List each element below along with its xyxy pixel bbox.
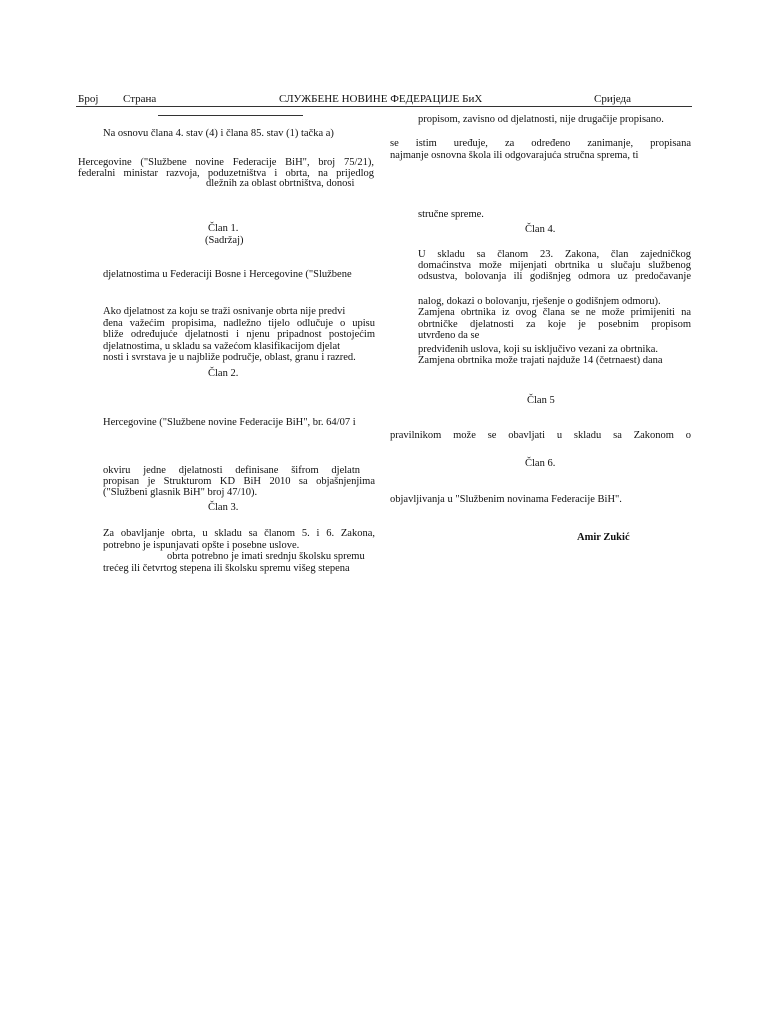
paragraph-line-4: djelatnostima, u skladu sa važećom klasifikacijom djelat [103,341,341,352]
header-broj: Број [78,93,99,105]
right-line-2: se istim uređuje, za određeno zanimanje, propisana [390,138,691,149]
article-4-line-1: U skladu sa članom 23. Zakona, član zajedničkog [418,249,691,260]
article-6-line: objavljivanja u "Službenim novinama Federacije BiH". [390,494,622,505]
article-4-line-5: Zamjena obrtnika iz ovog člana se ne može primijeniti na [418,307,691,318]
header-rule [76,106,692,107]
paragraph-line-3: bliže određujuće djelatnosti i njenu pripadnost postojećim [103,329,375,340]
right-line-4: stručne spreme. [418,209,484,220]
right-line-1: propisom, zavisno od djelatnosti, nije drugačije propisano. [418,114,664,125]
intro-line-3: federalni ministar razvoja, poduzetništva i obrta, na prijedlog [78,168,374,179]
paragraph-line-5: nosti i svrstava je u najbliže područje, oblast, granu i razred. [103,352,356,363]
article-4-heading: Član 4. [525,224,556,235]
article-2-para-line-3: ("Službeni glasnik BiH" broj 47/10). [103,487,258,498]
article-4-line-7: utvrđeno da se [418,330,480,341]
paragraph-line-1: Ako djelatnost za koju se traži osnivanje obrta nije predvi [103,306,346,317]
intro-line-4: dlеžnih za oblast obrtništva, donosi [206,178,355,189]
article-4-line-3: odsustva, bolovanja ili godišnjeg odmora uz predočavanje [418,271,691,282]
article-4-line-8: predviđenih uslova, koji su isključivo vezani za obrtnika. [418,344,658,355]
article-6-heading: Član 6. [525,458,556,469]
column-rule [158,115,303,116]
article-1-line: djelatnostima u Federaciji Bosne i Hercegovine ("Službene [103,269,352,280]
signature: Amir Zukić [577,532,630,543]
article-4-line-6: obrtničke djelatnosti za koje je posebnim propisom [418,319,691,330]
article-4-line-2: domaćinstva može mijenjati obrtnika u slučaju službenog [418,260,691,271]
article-2-line: Hercegovine ("Službene novine Federacije BiH", br. 64/07 i [103,417,356,428]
article-2-heading: Član 2. [208,368,239,379]
article-2-para-line-1: okviru jedne djelatnosti definisane šifrom djelatn [103,465,360,476]
header-date: Сриједа [594,93,631,105]
article-3-line-2: potrebno je ispunjavati opšte i posebne uslove. [103,540,300,551]
article-1-heading: Član 1. [208,223,239,234]
right-line-3: najmanje osnovna škola ili odgovarajuća stručna sprema, ti [390,150,639,161]
article-1-subheading: (Sadržaj) [205,235,244,246]
intro-line-1: Na osnovu člana 4. stav (4) i člana 85. stav (1) tačka a) [103,128,334,139]
article-4-line-4: nalog, dokazi o bolovanju, rješenje o godišnjem odmoru). [418,296,661,307]
paragraph-line-2: đena važećim propisima, nadležno tijelo odlučuje o upisu [103,318,375,329]
article-3-heading: Član 3. [208,502,239,513]
article-4-line-9: Zamjena obrtnika može trajati najduže 14 (četrnaest) dana [418,355,663,366]
header-title: СЛУЖБЕНЕ НОВИНЕ ФЕДЕРАЦИЈЕ БиХ [279,93,483,105]
article-3-line-3: obrta potrebno je imati srednju školsku spremu [167,551,365,562]
header-strana: Страна [123,93,157,105]
article-5-line: pravilnikom može se obavljati u skladu sa Zakonom o [390,430,691,441]
intro-line-2: Hercegovine ("Službene novine Federacije BiH", broj 75/21), [78,157,374,168]
article-3-line-4: trećeg ili četvrtog stepena ili školsku spremu višeg stepena [103,563,350,574]
article-2-para-line-2: propisan je Strukturom KD BiH 2010 sa objašnjenjima [103,476,375,487]
article-3-line-1: Za obavljanje obrta, u skladu sa članom 5. i 6. Zakona, [103,528,375,539]
article-5-heading: Član 5 [527,395,555,406]
